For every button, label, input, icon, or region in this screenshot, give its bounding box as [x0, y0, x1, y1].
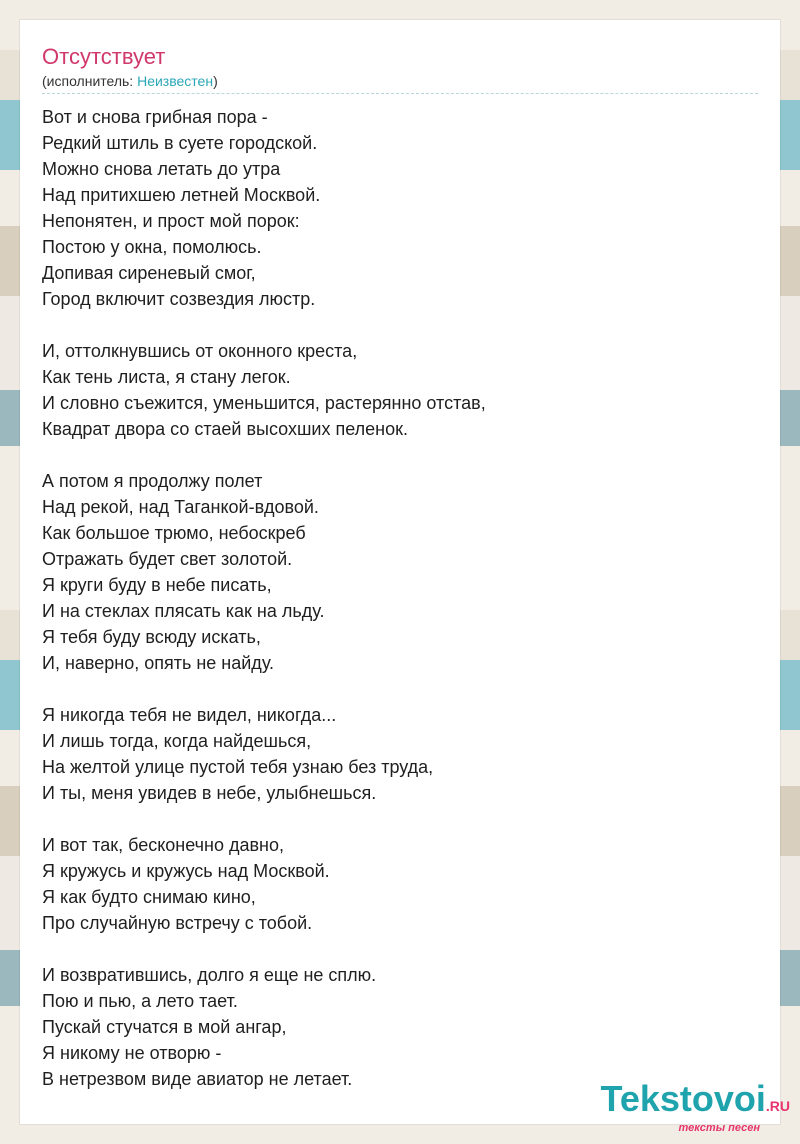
lyric-line: Вот и снова грибная пора - — [42, 107, 268, 127]
lyric-line: Пускай стучатся в мой ангар, — [42, 1017, 287, 1037]
song-title: Отсутствует — [42, 44, 166, 69]
lyric-line: Про случайную встречу с тобой. — [42, 913, 313, 933]
site-logo[interactable] — [600, 1078, 791, 1134]
lyric-line: В нетрезвом виде авиатор не летает. — [42, 1069, 353, 1089]
stanza-break — [42, 936, 758, 962]
lyric-line: Допивая сиреневый смог, — [42, 263, 256, 283]
logo-main-text: Tekstovoi — [600, 1078, 766, 1119]
lyric-line: Можно снова летать до утра — [42, 159, 281, 179]
lyric-line: И лишь тогда, когда найдешься, — [42, 731, 312, 751]
lyric-line: Над рекой, над Таганкой-вдовой. — [42, 497, 319, 517]
lyric-line: И вот так, бесконечно давно, — [42, 835, 285, 855]
lyrics-card — [20, 20, 780, 1124]
lyric-line: Я как будто снимаю кино, — [42, 887, 256, 907]
lyrics-text — [42, 104, 758, 1092]
lyric-line: И, оттолкнувшись от оконного креста, — [42, 341, 358, 361]
lyric-line: Редкий штиль в суете городской. — [42, 133, 318, 153]
stanza-break — [42, 676, 758, 702]
lyric-line: И, наверно, опять не найду. — [42, 653, 275, 673]
lyric-line: Квадрат двора со стаей высохших пеленок. — [42, 419, 408, 439]
lyric-line: Пою и пью, а лето тает. — [42, 991, 238, 1011]
lyric-line: Непонятен, и прост мой порок: — [42, 211, 300, 231]
lyric-line: Постою у окна, помолюсь. — [42, 237, 262, 257]
lyric-line: А потом я продолжу полет — [42, 471, 263, 491]
lyric-line: И словно съежится, уменьшится, растерянно отстав, — [42, 393, 486, 413]
lyric-line: Я круги буду в небе писать, — [42, 575, 272, 595]
lyric-line: Я никогда тебя не видел, никогда... — [42, 705, 337, 725]
lyric-line: Я кружусь и кружусь над Москвой. — [42, 861, 330, 881]
artist-line — [42, 73, 218, 89]
lyric-line: Отражать будет свет золотой. — [42, 549, 293, 569]
logo-tagline: тексты песен — [678, 1122, 760, 1134]
artist-prefix: (исполнитель: — [42, 73, 138, 89]
lyric-line: На желтой улице пустой тебя узнаю без труда, — [42, 757, 434, 777]
lyric-line: Город включит созвездия люстр. — [42, 289, 316, 309]
lyric-line: Я тебя буду всюду искать, — [42, 627, 261, 647]
lyric-line: И ты, меня увидев в небе, улыбнешься. — [42, 783, 377, 803]
artist-link[interactable]: Неизвестен — [137, 73, 214, 89]
lyric-line: Как тень листа, я стану легок. — [42, 367, 291, 387]
artist-suffix: ) — [213, 73, 218, 89]
logo-wordmark — [600, 1078, 791, 1124]
lyric-line: И возвратившись, долго я еще не сплю. — [42, 965, 377, 985]
title-divider — [42, 93, 758, 94]
lyric-line: Как большое трюмо, небоскреб — [42, 523, 306, 543]
stanza-break — [42, 312, 758, 338]
stanza-break — [42, 806, 758, 832]
stanza-break — [42, 442, 758, 468]
lyric-line: И на стеклах плясать как на льду. — [42, 601, 325, 621]
lyric-line: Я никому не отворю - — [42, 1043, 222, 1063]
logo-domain: .RU — [765, 1098, 790, 1114]
lyric-line: Над притихшею летней Москвой. — [42, 185, 321, 205]
